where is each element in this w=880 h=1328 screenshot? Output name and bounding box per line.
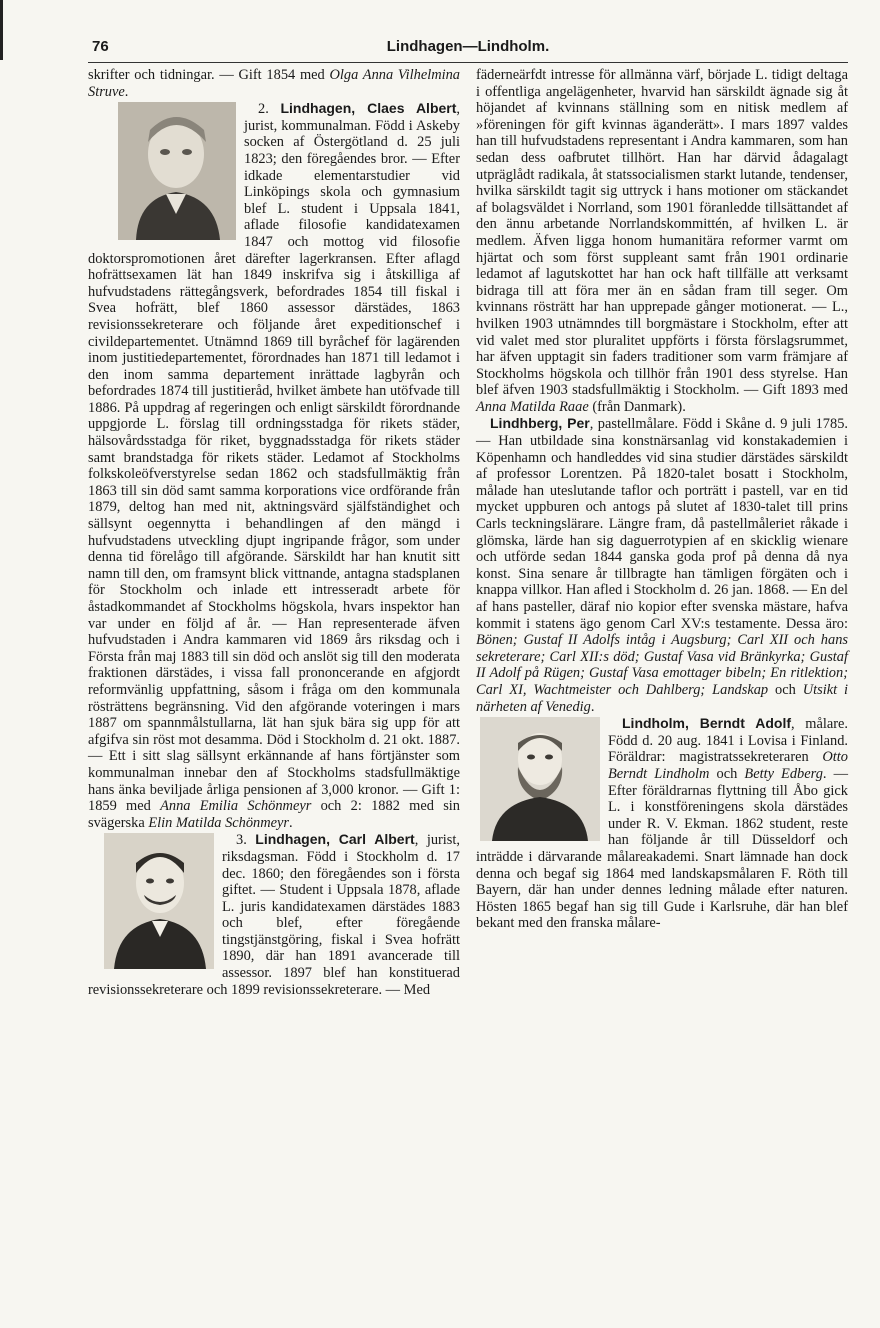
entry-lindhberg-per: Lindhberg, Per, pastellmålare. Född i Skåne d. 9 juli 1785. — Han utbildade sina konstnärsanlag vid konstakademien i Köpenhamn och handleddes vid sina studier därstädes särskildt af professor Lorentzen. På 1820-talet bosatt i Stockholm, målade han uteslutande taflor och porträtt i pastell, var en tid mycket uppburen och antogs på slutet af 1830-talet till prins Carls teckningslärare. Längre fram, då pastellmåleriet råkade i glömska, lärde han sig daguerrotypien af en skicklig wienare och utförde sedan 1844 ganska goda prof på denna då nya konst. Sina senare år tillbragte han tämligen förgäten och i knappa villkor. Han afled i Stockholm d. 26 jan. 1868. — En del af hans pasteller, däraf nio kopior efter svenska mästare, hafva kommit i statens ägo genom Carl XV:s testamente. Dessa äro: Bönen; Gustaf II Adolfs intåg i Augsburg; Carl XII och hans sekreterare; Carl XII:s död; Gustaf Vasa vid Bränkyrka; Gustaf II Adolf på Rügen; Gustaf Vasa emottager bibeln; En ritlektion; Carl XI, Wachtmeister och Dahlberg; Landskap och Utsikt i närheten af Venedig. xyxy=(476,415,848,715)
paragraph-continuation-right: fäderneärfdt intresse för allmänna värf, började L. tidigt deltaga i offentliga angelägenheter, hvarvid han särskildt ägnade sig åt höjandet af kvinnans ställning som en nitisk medlem af »föreningen för gift kvinnas äganderätt». I mars 1897 valdes han till hufvudstadens representant i Andra kammaren, som han sedan dess oafbrutet tillhört. Han har därvid ådagalagt utpräglådt radikala, åt statssocialismen starkt lutande, tendenser, hvilka särskildt tagit sig uttryck i hans motioner om stäckandet af bolagsväldet i Norrland, som 1901 föranledde tillsättandet af den ännu arbetande Norrlandskommittén, af hvilken L. är medlem. Äfven ligga honom humanitära reformer varmt om hjärtat och som först suppleant samt från 1901 ordinarie ledamot af lagutskottet har han ock haft tillfälle att verksamt bidraga till att föra mer än en sådan fram till seger. Om kvinnans rösträtt har han upprepade gånger motionerat. — L., hvilken 1903 utnämndes till borgmästare i Stockholm, efter att vid valet med stor pluralitet uppförts i första förslagsrummet, har äfven upptagit sin faders traditioner som varm främjare af Stockholms högskola och tillhör från 1901 dess styrelse. Han blef äfven 1903 stadsfullmäktig i Stockholm. — Gift 1893 med Anna Matilda Raae (från Danmark). xyxy=(476,67,848,415)
portrait-claes-albert xyxy=(118,102,236,240)
entry-heading: Lindhberg, Per xyxy=(490,415,590,432)
entry-heading: Lindhagen, Carl Albert xyxy=(255,831,415,848)
page-header xyxy=(88,38,848,60)
page-edge-mark xyxy=(0,0,3,60)
page-title: Lindhagen—Lindholm. xyxy=(386,38,550,55)
portrait-lindholm xyxy=(480,717,600,841)
entry-heading: Lindhagen, Claes Albert xyxy=(280,100,457,117)
right-column xyxy=(476,67,848,932)
left-column xyxy=(88,67,460,998)
page-number: 76 xyxy=(92,38,109,55)
entry-carl-albert: 3. Lindhagen, Carl Albert , jurist, riksdagsman. Född i Stockholm d. 17 dec. 1860; den föregåendes son i första giftet. — Student i Uppsala 1878, aflade L. juris kandidatexamen därstädes 1883 och blef, efter föregående tingstjänstgöring, fiskal i Svea hofrätt 1890, där han 1891 avancerade till assessor. 1897 blef han konstituerad revisionssekreterare och 1899 revisionssekreterare. — Med xyxy=(88,831,460,998)
portrait-carl-albert xyxy=(104,833,214,969)
entry-claes-albert: 2. Lindhagen, Claes Albert , jurist, kommunalman. Född i Askeby socken af Östergötland d. 25 juli 1823; den föregåendes bror. — Efter idkade elementarstudier vid Linköpings skola och gymnasium blef L. student i Uppsala 1841, aflade filosofie kandidatexamen 1847 och mottog vid filosofie doktorspromotionen året därefter lagerkransen. Efter aflagd hofrättsexamen lät han 1849 inskrifva sig i åtskilliga af hufvudstadens rättegångsverk, befordrades 1854 till fiskal i Svea hofrätt, blef 1860 assessor därstädes, 1863 revisionssekreterare och följande året expeditionschef i civildepartementet. Utnämnd 1869 till byråchef för lagärenden inom justitiedepartementet, förordnades han 1871 till ledamot i den inom samma departement inrättade lagbyrån och befordrades 1874 till justitieråd, hvilket ämbete han utöfvade till 1886. På uppdrag af regeringen och enligt särskildt förordnande uppgjorde L. förslag till ordningsstadga för rikets städer, hälsovårdsstadga för riket, byggnadsstadga för rikets städer samt brandstadga för rikets städer. Ledamot af Stockholms folkskoleöfverstyrelse sedan 1862 och stadsfullmäktig från 1863 till sin död samt samma korporations vice ordförande från 1879, deltog han med nit, aktningsvärd själfständighet och sällsynt oegennytta i behandlingen af den mängd i hufvudstadens utveckling djupt ingripande frågor, som under denna tid förelågo till afgörande. Särskildt har han knutit sitt namn till den, om framsynt blick vittnande, antagna stadsplanen för Stockholm och inlade ett intresseradt arbete för åstadkommandet af Stockholms högskola, hvars inspektor han var under en följd af år. — Han representerade äfven hufvudstaden i Andra kammaren vid 1869 års riksdag och i Första från maj 1883 till sin död och anslöt sig till den moderata fraktionen därstädes, i vissa fall prononcerande en afgjordt reformvänlig uppfattning, såsom i fråga om den kommunala rösträttens begränsning. Vid den afgörande voteringen i mars 1887 om spannmålstullarna, lät han sjuk bära sig upp för att afgifva sin röst mot desamma. Död i Stockholm d. 21 okt. 1887. — Ett i sitt slag sällsynt erkännande af hans förtjänster som kommunalman innebar den af Stockholms stadsfullmäktige hans änka beviljade årliga pensionen af 3,000 kronor. — Gift 1: 1859 med Anna Emilia Schönmeyr och 2: 1882 med sin svägerska Elin Matilda Schönmeyr. xyxy=(88,100,460,831)
paragraph-continuation: skrifter och tidningar. — Gift 1854 med Olga Anna Vilhelmina Struve. xyxy=(88,67,460,100)
entry-lindholm-berndt: Lindholm, Berndt Adolf , målare. Född d. 20 aug. 1841 i Lovisa i Finland. Föräldrar: magistratssekreteraren Otto Berndt Lindholm och Betty Edberg. — Efter föräldrarnas flyttning till Åbo gick L. i konstföreningens skola därstädes under R. V. Ekman. 1862 student, reste han följande år till Düsseldorf och inträdde i därvarande målareakademi. Snart lämnade han dock denna och begaf sig 1864 med landskapsmålaren F. Röth till Bayern, där han under dennes ledning målade efter naturen. Hösten 1865 begaf han sig till Gude i Karlsruhe, där han blef bekant med den franska målare- xyxy=(476,715,848,932)
entry-heading: Lindholm, Berndt Adolf xyxy=(622,715,792,732)
header-rule xyxy=(88,62,848,63)
